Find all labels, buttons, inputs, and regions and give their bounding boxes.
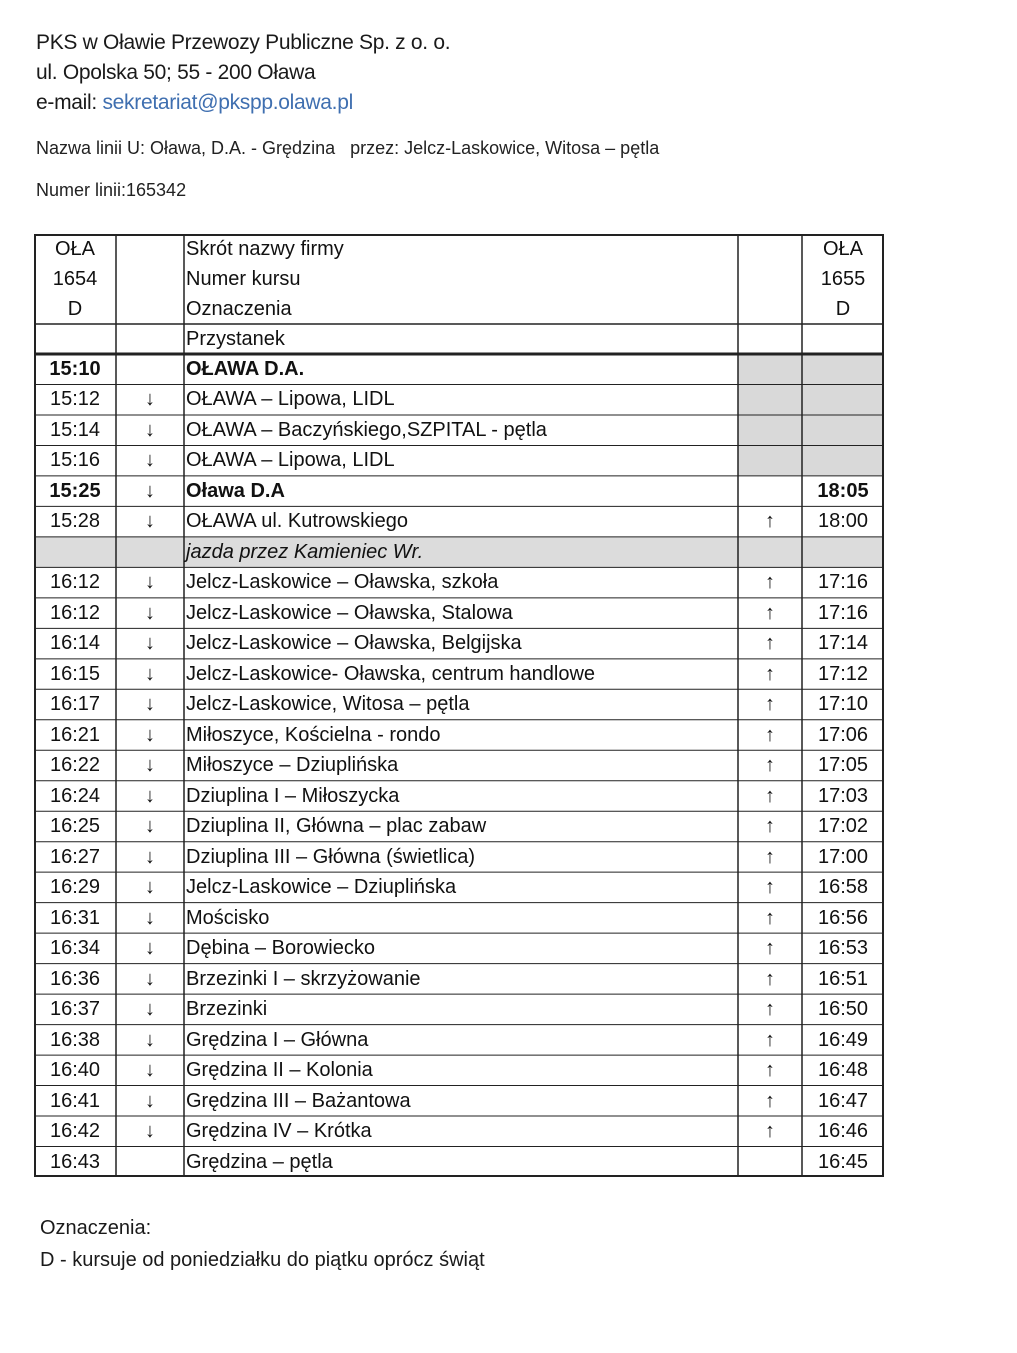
- departure-time: 15:12: [49, 388, 101, 411]
- departure-time: 16:29: [49, 876, 101, 899]
- down-arrow-icon: ↓: [145, 388, 155, 411]
- return-time: 17:00: [817, 845, 869, 868]
- departure-time: 15:28: [49, 510, 101, 533]
- up-arrow-icon: ↑: [765, 967, 775, 990]
- down-arrow-icon: ↓: [145, 906, 155, 929]
- down-arrow-icon: ↓: [145, 937, 155, 960]
- legend-title: Oznaczenia:: [40, 1217, 152, 1239]
- stop-name: Jelcz-Laskowice – Oławska, Stalowa: [186, 601, 513, 624]
- return-time: 16:50: [817, 998, 869, 1021]
- line-name: Nazwa linii U: Oława, D.A. - Grędzina przez: Jelcz-Laskowice, Witosa – pętla: [36, 138, 660, 158]
- down-arrow-icon: ↓: [145, 601, 155, 624]
- up-arrow-icon: ↑: [765, 510, 775, 533]
- stop-name: Grędzina IV – Krótka: [186, 1120, 372, 1143]
- up-arrow-icon: ↑: [765, 601, 775, 624]
- stop-name: OŁAWA – Lipowa, LIDL: [186, 388, 395, 411]
- shaded-cell: [738, 354, 884, 384]
- departure-time: 16:14: [49, 632, 101, 655]
- stop-name: Jelcz-Laskowice – Dziuplińska: [186, 876, 457, 899]
- down-arrow-icon: ↓: [145, 784, 155, 807]
- company-address: ul. Opolska 50; 55 - 200 Oława: [36, 61, 316, 84]
- down-arrow-icon: ↓: [145, 1028, 155, 1051]
- departure-time: 16:37: [49, 998, 101, 1021]
- down-arrow-icon: ↓: [145, 967, 155, 990]
- stop-name: OŁAWA – Baczyńskiego,SZPITAL - pętla: [186, 418, 547, 441]
- departure-time: 16:22: [49, 754, 101, 777]
- up-arrow-icon: ↑: [765, 906, 775, 929]
- stop-name: OŁAWA – Lipowa, LIDL: [186, 449, 395, 472]
- return-time: 16:45: [817, 1150, 869, 1173]
- email-label: e-mail:: [36, 91, 97, 114]
- shaded-cell: [738, 384, 884, 414]
- stop-header: Przystanek: [186, 328, 285, 350]
- departure-time: 16:12: [49, 571, 101, 594]
- departure-time: 15:16: [49, 449, 101, 472]
- up-arrow-icon: ↑: [765, 662, 775, 685]
- company-name: PKS w Oławie Przewozy Publiczne Sp. z o. o.: [36, 31, 451, 54]
- legend: [40, 1212, 485, 1276]
- return-time: 16:51: [817, 967, 869, 990]
- shaded-cell: [738, 415, 884, 445]
- up-arrow-icon: ↑: [765, 1120, 775, 1143]
- stop-name: Jelcz-Laskowice – Oławska, szkoła: [186, 571, 499, 594]
- down-arrow-icon: ↓: [145, 571, 155, 594]
- legend-note: D - kursuje od poniedziałku do piątku oprócz świąt: [40, 1249, 485, 1271]
- stop-name: Grędzina III – Bażantowa: [186, 1089, 411, 1112]
- down-arrow-icon: ↓: [145, 632, 155, 655]
- stop-name: Oława D.A: [186, 479, 285, 502]
- return-time: 17:03: [817, 784, 869, 807]
- return-time: 18:05: [817, 479, 869, 502]
- stop-name: Dębina – Borowiecko: [186, 937, 375, 960]
- up-arrow-icon: ↑: [765, 723, 775, 746]
- right-head-cell: OŁA: [822, 238, 864, 260]
- down-arrow-icon: ↓: [145, 418, 155, 441]
- departure-time: 16:38: [49, 1028, 101, 1051]
- return-time: 16:56: [817, 906, 869, 929]
- down-arrow-icon: ↓: [145, 845, 155, 868]
- right-head-cell: D: [835, 298, 851, 320]
- return-time: 17:02: [817, 815, 869, 838]
- timetable: [34, 234, 884, 1177]
- stop-name: OŁAWA D.A.: [186, 358, 305, 380]
- company-email-line: [36, 88, 450, 118]
- stop-name: Dziuplina III – Główna (świetlica): [186, 845, 475, 868]
- up-arrow-icon: ↑: [765, 693, 775, 716]
- stop-name: Miłoszyce, Kościelna - rondo: [186, 723, 441, 746]
- return-time: 17:16: [817, 571, 869, 594]
- departure-time: 16:31: [49, 906, 101, 929]
- left-head-cell: D: [67, 298, 83, 320]
- return-time: 17:05: [817, 754, 869, 777]
- stop-name: Grędzina I – Główna: [186, 1028, 369, 1051]
- return-time: 17:14: [817, 632, 869, 655]
- departure-time: 16:12: [49, 601, 101, 624]
- departure-time: 16:41: [49, 1089, 101, 1112]
- return-time: 17:12: [817, 662, 869, 685]
- departure-time: 16:34: [49, 937, 101, 960]
- down-arrow-icon: ↓: [145, 693, 155, 716]
- departure-time: 16:36: [49, 967, 101, 990]
- up-arrow-icon: ↑: [765, 937, 775, 960]
- up-arrow-icon: ↑: [765, 1089, 775, 1112]
- stop-name: Grędzina – pętla: [186, 1150, 333, 1173]
- departure-time: 16:15: [49, 662, 101, 685]
- down-arrow-icon: ↓: [145, 1059, 155, 1082]
- return-time: 16:53: [817, 937, 869, 960]
- down-arrow-icon: ↓: [145, 662, 155, 685]
- stop-name: Miłoszyce – Dziuplińska: [186, 754, 399, 777]
- company-header: [36, 28, 450, 118]
- right-head-cell: 1655: [820, 268, 866, 290]
- stop-name: Brzezinki I – skrzyżowanie: [186, 967, 421, 990]
- departure-time: 15:10: [49, 358, 101, 380]
- down-arrow-icon: ↓: [145, 876, 155, 899]
- stop-name: Dziuplina I – Miłoszycka: [186, 784, 400, 807]
- down-arrow-icon: ↓: [145, 1120, 155, 1143]
- departure-time: 16:17: [49, 693, 101, 716]
- stop-name: jazda przez Kamieniec Wr.: [186, 540, 424, 563]
- return-time: 16:58: [817, 876, 869, 899]
- left-head-cell: OŁA: [54, 238, 96, 260]
- down-arrow-icon: ↓: [145, 998, 155, 1021]
- up-arrow-icon: ↑: [765, 784, 775, 807]
- up-arrow-icon: ↑: [765, 754, 775, 777]
- mid-head-cell: Skrót nazwy firmy: [186, 238, 344, 260]
- departure-time: 15:14: [49, 418, 101, 441]
- down-arrow-icon: ↓: [145, 815, 155, 838]
- email-link[interactable]: sekretariat@pkspp.olawa.pl: [102, 91, 353, 114]
- return-time: 16:49: [817, 1028, 869, 1051]
- down-arrow-icon: ↓: [145, 449, 155, 472]
- departure-time: 16:27: [49, 845, 101, 868]
- up-arrow-icon: ↑: [765, 571, 775, 594]
- down-arrow-icon: ↓: [145, 723, 155, 746]
- return-time: 18:00: [817, 510, 869, 533]
- stop-name: Jelcz-Laskowice – Oławska, Belgijska: [186, 632, 522, 655]
- up-arrow-icon: ↑: [765, 876, 775, 899]
- left-head-cell: 1654: [52, 268, 98, 290]
- stop-name: Jelcz-Laskowice, Witosa – pętla: [186, 693, 470, 716]
- departure-time: 16:40: [49, 1059, 101, 1082]
- up-arrow-icon: ↑: [765, 632, 775, 655]
- down-arrow-icon: ↓: [145, 1089, 155, 1112]
- shaded-cell: [738, 445, 884, 475]
- departure-time: 16:25: [49, 815, 101, 838]
- return-time: 17:16: [817, 601, 869, 624]
- up-arrow-icon: ↑: [765, 845, 775, 868]
- stop-name: Grędzina II – Kolonia: [186, 1059, 373, 1082]
- down-arrow-icon: ↓: [145, 479, 155, 502]
- return-time: 17:10: [817, 693, 869, 716]
- departure-time: 16:42: [49, 1120, 101, 1143]
- departure-time: 15:25: [49, 479, 101, 502]
- return-time: 16:46: [817, 1120, 869, 1143]
- up-arrow-icon: ↑: [765, 1059, 775, 1082]
- mid-head-cell: Numer kursu: [186, 268, 301, 290]
- line-number: Numer linii:165342: [36, 180, 187, 200]
- stop-name: Jelcz-Laskowice- Oławska, centrum handlowe: [186, 662, 596, 685]
- up-arrow-icon: ↑: [765, 815, 775, 838]
- return-time: 16:47: [817, 1089, 869, 1112]
- stop-name: OŁAWA ul. Kutrowskiego: [186, 510, 408, 533]
- departure-time: 16:21: [49, 723, 101, 746]
- departure-time: 16:43: [49, 1150, 101, 1173]
- return-time: 17:06: [817, 723, 869, 746]
- down-arrow-icon: ↓: [145, 754, 155, 777]
- stop-name: Dziuplina II, Główna – plac zabaw: [186, 815, 487, 838]
- up-arrow-icon: ↑: [765, 998, 775, 1021]
- stop-name: Mościsko: [186, 906, 270, 929]
- mid-head-cell: Oznaczenia: [186, 298, 292, 320]
- up-arrow-icon: ↑: [765, 1028, 775, 1051]
- departure-time: 16:24: [49, 784, 101, 807]
- return-time: 16:48: [817, 1059, 869, 1082]
- down-arrow-icon: ↓: [145, 510, 155, 533]
- stop-name: Brzezinki: [186, 998, 268, 1021]
